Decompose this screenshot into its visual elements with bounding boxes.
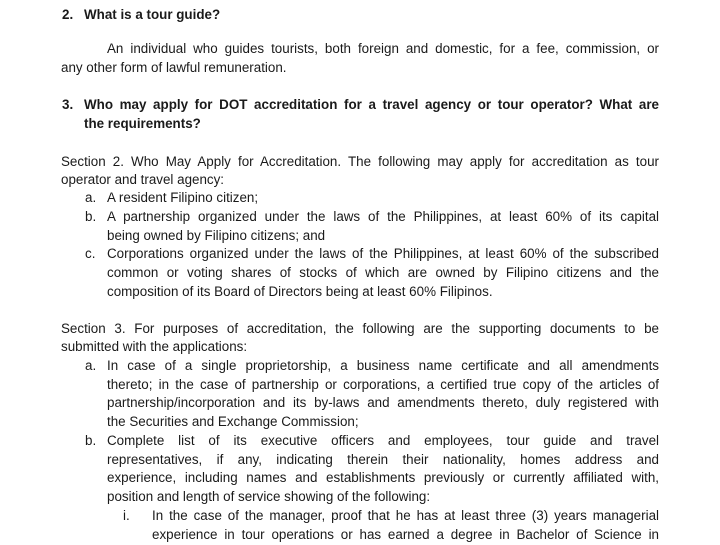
list-marker: b.	[85, 209, 97, 224]
list-item-text: In case of a single proprietorship, a business name certificate and all amendments	[107, 358, 659, 373]
list-marker: c.	[85, 246, 96, 261]
section-3-intro-continued: submitted with the applications:	[61, 339, 248, 354]
list-marker: a.	[85, 190, 97, 205]
question-number: 3.	[62, 97, 74, 112]
sub-list-item-text: In the case of the manager, proof that he has at least three (3) years managerial	[152, 508, 659, 523]
list-item-text: partnership/incorporation and its by-laws and amendments thereto, duly registered with	[107, 395, 659, 410]
list-item-text: A resident Filipino citizen;	[107, 190, 259, 205]
list-item-text: A partnership organized under the laws of the Philippines, at least 60% of its capital	[107, 209, 659, 224]
section-2-intro: Section 2. Who May Apply for Accreditation. The following may apply for accreditation as tour	[61, 154, 659, 169]
sub-list-item-text: experience in tour operations or has earned a degree in Bachelor of Science in	[152, 527, 659, 542]
list-marker: b.	[85, 433, 97, 448]
question-title-continued: the requirements?	[84, 116, 201, 131]
answer-line: An individual who guides tourists, both foreign and domestic, for a fee, commission, or	[107, 41, 659, 56]
list-item-text: representatives, if any, indicating therein their nationality, homes address and	[107, 452, 659, 467]
list-item-text: Complete list of its executive officers and employees, tour guide and travel	[107, 433, 659, 448]
list-marker: a.	[85, 358, 97, 373]
question-number: 2.	[62, 7, 74, 22]
list-item-text: the Securities and Exchange Commission;	[107, 414, 359, 429]
section-3-intro: Section 3. For purposes of accreditation, the following are the supporting documents to be	[61, 321, 659, 336]
answer-line: any other form of lawful remuneration.	[61, 60, 287, 75]
question-title: Who may apply for DOT accreditation for a travel agency or tour operator? What are	[84, 97, 659, 112]
list-item-text: Corporations organized under the laws of the Philippines, at least 60% of the subscribed	[107, 246, 659, 261]
list-item-text: composition of its Board of Directors being at least 60% Filipinos.	[107, 284, 493, 299]
list-item-text: experience, including names and establishments previously or currently affiliated with,	[107, 470, 659, 485]
list-item-text: being owned by Filipino citizens; and	[107, 228, 326, 243]
list-item-text: thereto; in the case of partnership or corporations, a certified true copy of the articles of	[107, 377, 659, 392]
sub-list-marker: i.	[123, 508, 130, 523]
list-item-text: position and length of service showing of the following:	[107, 489, 431, 504]
section-2-intro-continued: operator and travel agency:	[61, 172, 225, 187]
list-item-text: common or voting shares of stocks of which are owned by Filipino citizens and the	[107, 265, 659, 280]
question-title: What is a tour guide?	[84, 7, 221, 22]
